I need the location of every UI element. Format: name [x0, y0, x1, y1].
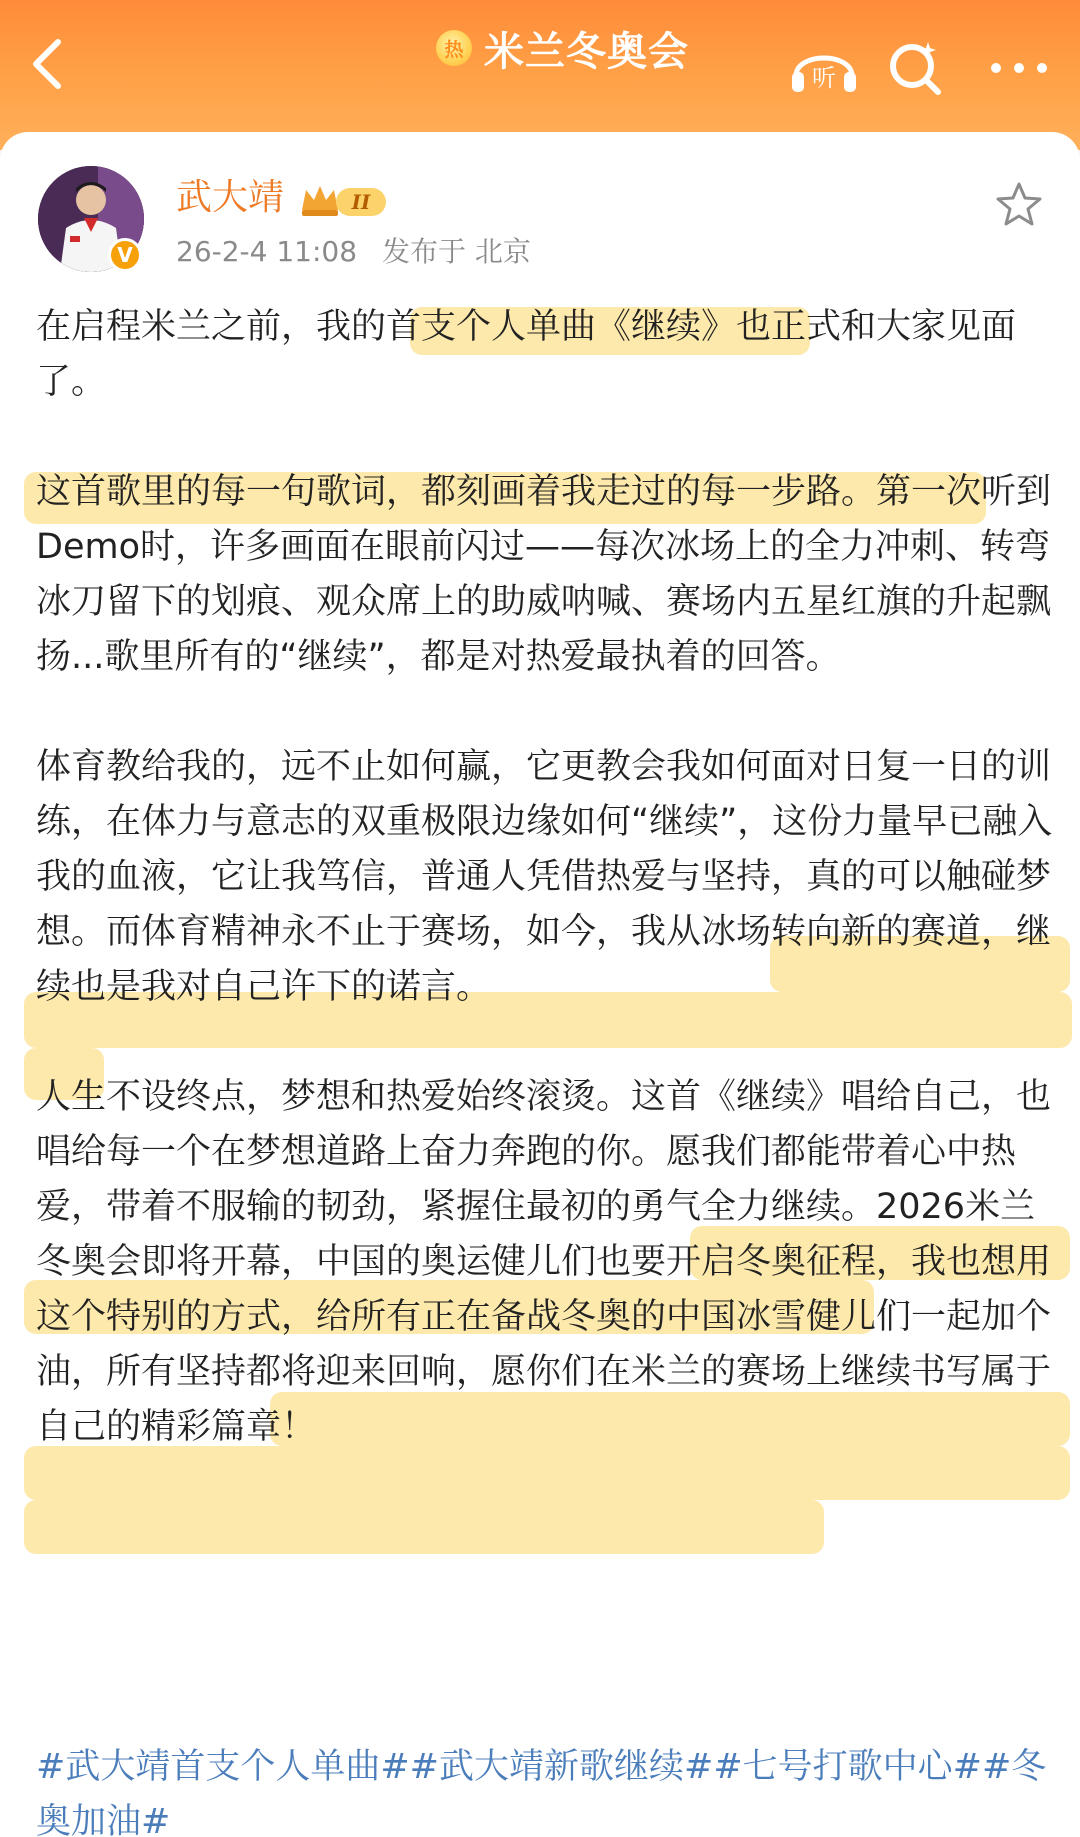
- post-location: 发布于 北京: [382, 235, 531, 268]
- hashtag-link[interactable]: #七号打歌中心#: [713, 1747, 982, 1787]
- post-paragraph: 这首歌里的每一句歌词，都刻画着我走过的每一步路。第一次听到Demo时，许多画面在眼前闪过——每次冰场上的全力冲刺、转弯冰刀留下的划痕、观众席上的助威呐喊、赛场内五星红旗的升起飘扬...歌里所有的“继续”，都是对热爱最执着的回答。: [36, 472, 1052, 677]
- listen-label: 听: [812, 64, 836, 92]
- star-icon: [994, 180, 1044, 230]
- listen-icon: [788, 36, 860, 100]
- search-icon: [884, 36, 948, 100]
- search-button[interactable]: [884, 36, 948, 100]
- post-paragraph: 在启程米兰之前，我的首支个人单曲《继续》也正式和大家见面了。: [36, 307, 1017, 402]
- favorite-button[interactable]: [994, 180, 1044, 230]
- hashtag-link[interactable]: #武大靖新歌继续#: [409, 1747, 714, 1787]
- crown-level-icon: [298, 180, 394, 220]
- post-time: 26-2-4 11:08: [176, 235, 358, 268]
- post-paragraph: 体育教给我的，远不止如何赢，它更教会我如何面对日复一日的训练，在体力与意志的双重极限边缘如何“继续”，这份力量早已融入我的血液，它让我笃信，普通人凭借热爱与坚持，真的可以触碰梦想。而体育精神永不止于赛场，如今，我从冰场转向新的赛道，继续也是我对自己许下的诺言。: [36, 747, 1053, 1007]
- post-body: [36, 300, 1056, 1510]
- hot-badge-icon: 热: [436, 30, 472, 66]
- top-bar: [0, 0, 1080, 150]
- back-arrow-icon: [20, 32, 74, 96]
- level-badge: [298, 180, 394, 220]
- author-name[interactable]: 武大靖: [176, 177, 285, 218]
- page-title: [436, 20, 689, 76]
- hashtag-list: [36, 1740, 1056, 1837]
- more-icon: [984, 36, 1054, 100]
- more-button[interactable]: [984, 36, 1054, 100]
- listen-button[interactable]: [788, 36, 860, 100]
- verified-icon: V: [108, 238, 142, 272]
- title-text: 米兰冬奥会: [484, 28, 689, 75]
- hashtag-link[interactable]: #冬奥加油#: [36, 1747, 1047, 1837]
- back-button[interactable]: [20, 32, 74, 96]
- post-paragraph: 人生不设终点，梦想和热爱始终滚烫。这首《继续》唱给自己，也唱给每一个在梦想道路上奋力奔跑的你。愿我们都能带着心中热爱，带着不服输的韧劲，紧握住最初的勇气全力继续。2026米兰冬奥会即将开幕，中国的奥运健儿们也要开启冬奥征程，我也想用这个特别的方式，给所有正在备战冬奥的中国冰雪健儿们一起加个油，所有坚持都将迎来回响，愿你们在米兰的赛场上继续书写属于自己的精彩篇章！: [36, 1077, 1052, 1447]
- hashtag-link[interactable]: #武大靖首支个人单曲#: [36, 1747, 410, 1787]
- level-text: II: [351, 190, 371, 214]
